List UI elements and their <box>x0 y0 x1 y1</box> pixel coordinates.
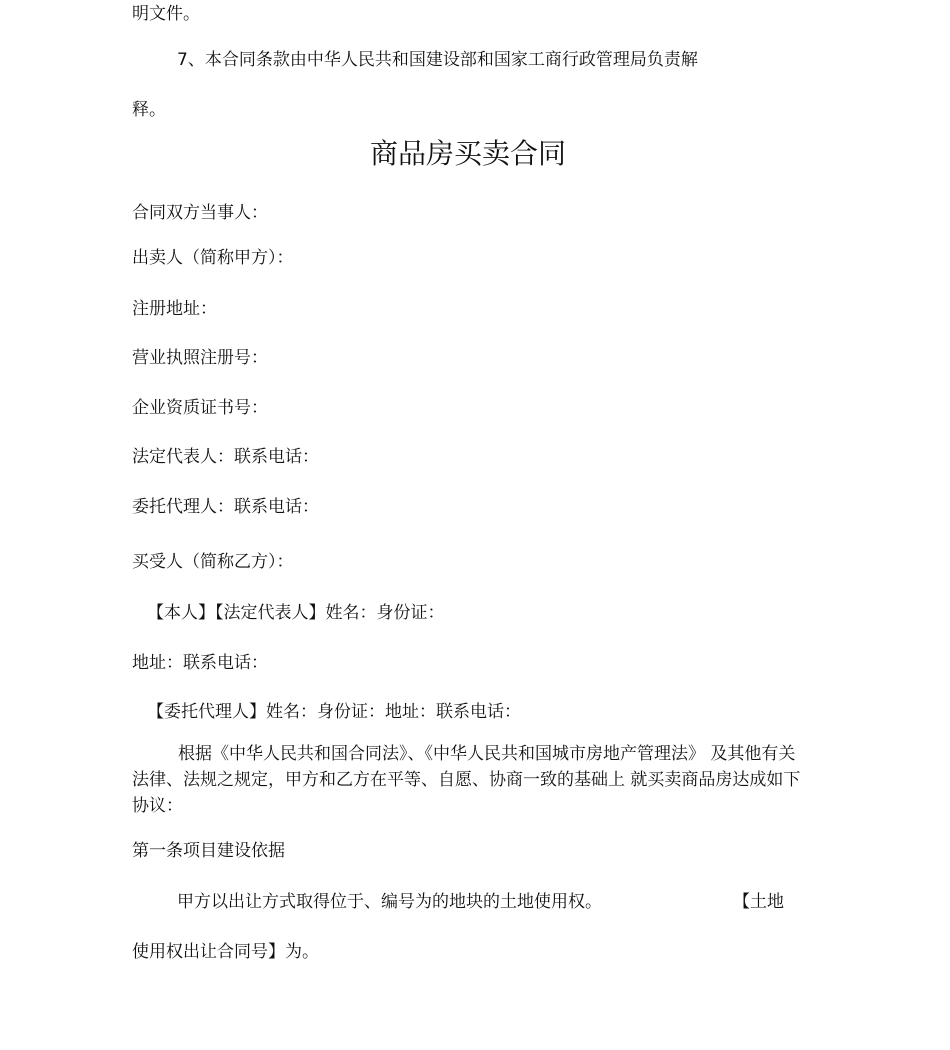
article-1-bracket: 【土地 <box>733 892 784 912</box>
article-1-text: 甲方以出让方式取得位于、编号为的地块的土地使用权。 <box>177 892 602 912</box>
buyer-label: 买受人（简称乙方）： <box>132 552 294 572</box>
buyer-address-line: 地址：联系电话： <box>132 653 268 673</box>
seller-label: 出卖人（简称甲方）： <box>132 248 294 268</box>
buyer-person-line: 【本人】【法定代表人】姓名：身份证： <box>147 603 445 623</box>
registered-address-label: 注册地址： <box>132 299 217 319</box>
legal-basis-paragraph: 根据《中华人民共和国合同法》、《中华人民共和国城市房地产管理法》 及其他有关法律、法规之规定，甲方和乙方在平等、自愿、协商一致的基础上 就买卖商品房达成如下协议： <box>132 744 801 816</box>
clause-7-line-2: 释。 <box>132 100 166 120</box>
business-license-label: 营业执照注册号： <box>132 348 268 368</box>
parties-heading: 合同双方当事人： <box>132 203 268 223</box>
clause-7-line-1: 7、本合同条款由中华人民共和国建设部和国家工商行政管理局负责解 <box>177 50 698 70</box>
legal-representative-label: 法定代表人：联系电话： <box>132 447 319 467</box>
previous-clause-end: 明文件。 <box>132 4 200 24</box>
authorized-agent-label: 委托代理人：联系电话： <box>132 497 319 517</box>
document-title: 商品房买卖合同 <box>369 137 566 170</box>
article-1-continuation: 使用权出让合同号】为。 <box>132 942 319 962</box>
qualification-certificate-label: 企业资质证书号： <box>132 398 268 418</box>
buyer-agent-line: 【委托代理人】姓名：身份证：地址：联系电话： <box>147 702 521 722</box>
article-1-heading: 第一条项目建设依据 <box>132 841 285 861</box>
